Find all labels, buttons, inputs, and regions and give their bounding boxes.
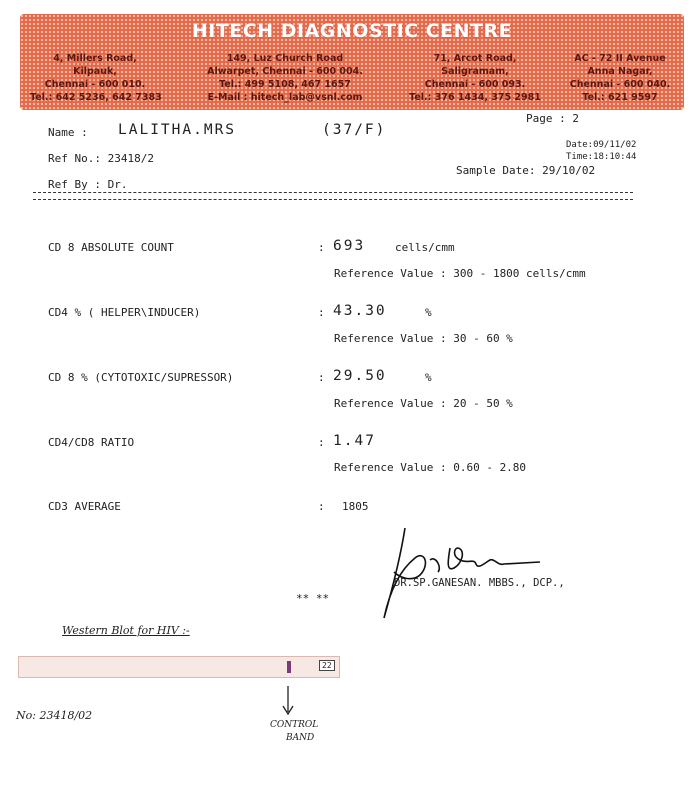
result-value: 1805 [342,500,369,513]
page-number: Page : 2 [526,112,579,125]
reference-value: Reference Value : 20 - 50 % [334,397,513,410]
result-colon: : [318,371,325,384]
name-label: Name : [48,126,88,139]
western-blot-note: Western Blot for HIV :- [62,624,190,637]
reference-value: Reference Value : 30 - 60 % [334,332,513,345]
control-band-mark [287,661,291,673]
result-value: 693 [333,238,366,254]
patient-age-sex: (37/F) [322,122,387,138]
patient-name: LALITHA.MRS [118,122,237,138]
result-colon: : [318,500,325,513]
result-label: CD4 % ( HELPER\INDUCER) [48,306,201,319]
result-label: CD4/CD8 RATIO [48,436,135,449]
reference-value: Reference Value : 0.60 - 2.80 [334,461,527,474]
ref-by: Ref By : Dr. [48,178,128,191]
result-colon: : [318,436,325,449]
result-value: 29.50 [333,368,387,384]
branch-address: 71, Arcot Road, Saligramam, Chennai - 600 093. Tel.: 376 1434, 375 2981 [409,53,541,103]
result-value: 1.47 [333,433,376,449]
result-label: CD3 AVERAGE [48,500,121,513]
doctor-signature: DR.SP.GANESAN. MBBS., DCP., [394,577,565,589]
branch-address: 4, Millers Road, Kilpauk, Chennai - 600 010. Tel.: 642 5236, 642 7383 [30,53,162,103]
result-value: 43.30 [333,303,387,319]
result-unit: % [425,306,432,319]
sample-date: Sample Date: 29/10/02 [456,164,596,177]
lab-number-note: No: 23418/02 [16,709,93,722]
result-unit: % [425,371,432,384]
report-time: Time:18:10:44 [566,152,637,162]
end-marker: ** ** [296,592,330,605]
result-label: CD 8 ABSOLUTE COUNT [48,241,174,254]
arrow-icon [278,684,298,718]
western-blot-strip [18,656,340,678]
branch-address: 149, Luz Church Road Alwarpet, Chennai - 600 004. Tel.: 499 5108, 467 1657 E-Mail : hitech_lab@vsnl.com [207,53,363,103]
strip-label: 22 [319,660,335,671]
ref-no: Ref No.: 23418/2 [48,152,154,165]
control-band-note-2: BAND [286,733,315,743]
letterhead [20,14,684,110]
lab-name: HITECH DIAGNOSTIC CENTRE [191,20,513,42]
result-colon: : [318,306,325,319]
result-label: CD 8 % (CYTOTOXIC/SUPRESSOR) [48,371,234,384]
reference-value: Reference Value : 300 - 1800 cells/cmm [334,267,586,280]
signature-scribble [370,520,550,625]
result-unit: cells/cmm [395,241,455,254]
branch-address: AC - 72 II Avenue Anna Nagar, Chennai - 600 040. Tel.: 621 9597 [569,53,671,103]
report-date: Date:09/11/02 [566,140,637,150]
control-band-note-1: CONTROL [270,720,319,730]
result-colon: : [318,241,325,254]
divider [33,192,633,200]
